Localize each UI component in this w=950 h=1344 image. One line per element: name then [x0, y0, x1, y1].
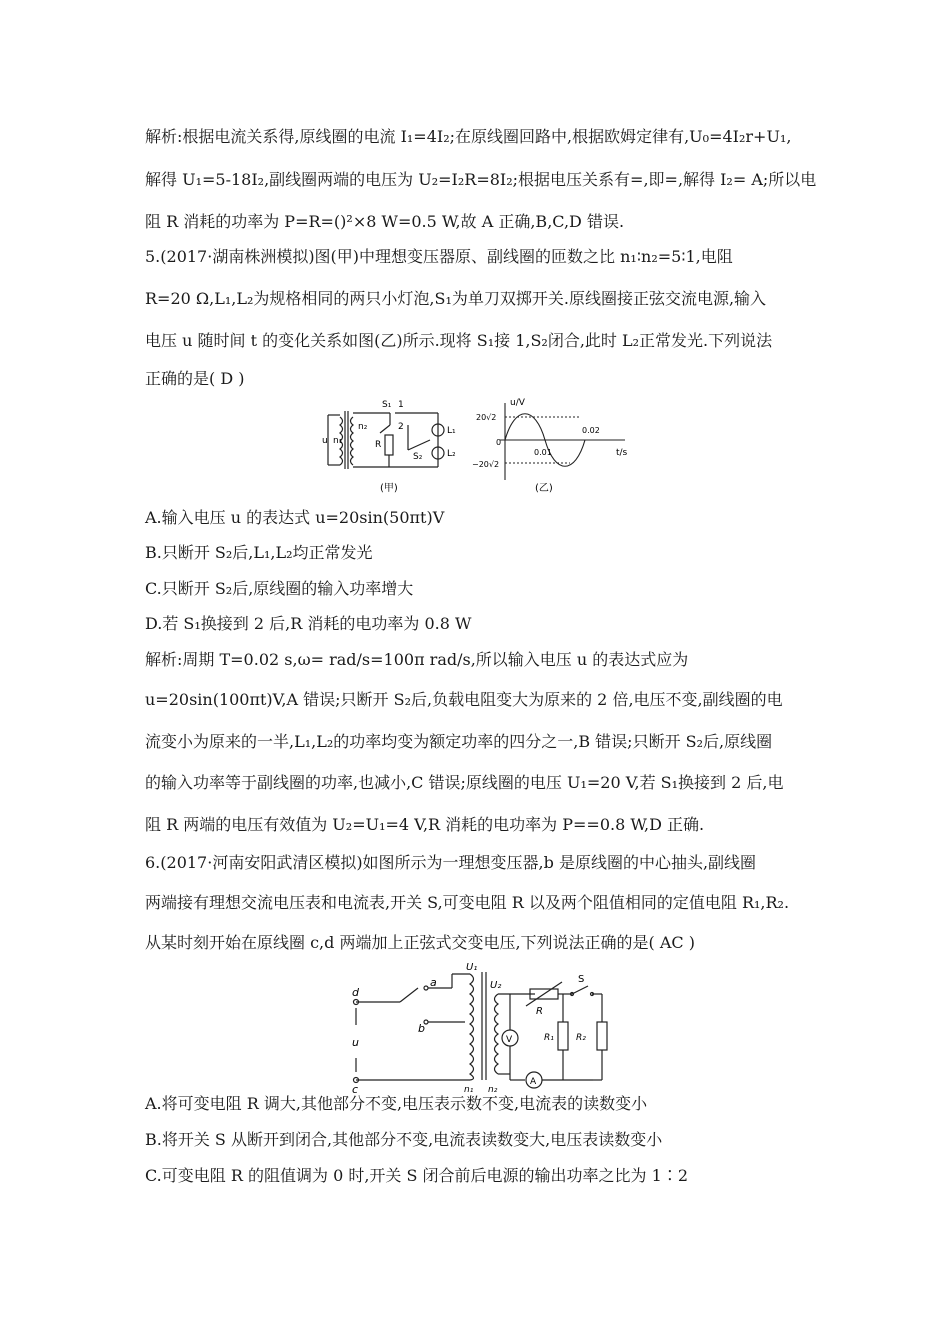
q6-option-c: C.可变电阻 R 的阻值调为 0 时,开关 S 闭合前后电源的输出功率之比为 1∶2: [145, 1166, 688, 1185]
label-R2: R₂: [576, 1033, 586, 1043]
label-R-var: R: [536, 1006, 543, 1017]
label-n1-b: n₁: [464, 1085, 474, 1095]
q5-option-d: D.若 S₁换接到 2 后,R 消耗的电功率为 0.8 W: [145, 614, 472, 633]
q6-option-a: A.将可变电阻 R 调大,其他部分不变,电压表示数不变,电流表的读数变小: [145, 1094, 648, 1113]
analysis4-line3: 阻 R 消耗的功率为 P=R=()²×8 W=0.5 W,故 A 正确,B,C,D 错误.: [145, 212, 625, 231]
label-1: 1: [398, 400, 404, 410]
label-u-b: u: [352, 1036, 359, 1049]
q6-stem-line3: 从某时刻开始在原线圈 c,d 两端加上正弦式交变电压,下列说法正确的是( AC ): [145, 933, 696, 952]
q5-analysis-line3: 流变小为原来的一半,L₁,L₂的功率均变为额定功率的四分之一,B 错误;只断开 S₂后,原线圈: [145, 732, 773, 751]
q5-stem-line3: 电压 u 随时间 t 的变化关系如图(乙)所示.现将 S₁接 1,S₂闭合,此时 L₂正常发光.下列说法: [145, 331, 773, 350]
label-S1: S₁: [382, 400, 392, 410]
label-t2: 0.02: [582, 426, 600, 435]
label-U2: U₂: [490, 980, 502, 991]
ammeter-symbol: A: [530, 1077, 537, 1087]
q5-analysis-line1: 解析:周期 T=0.02 s,ω= rad/s=100π rad/s,所以输入电压 u 的表达式应为: [145, 650, 689, 669]
q6-stem-line1: 6.(2017·河南安阳武清区模拟)如图所示为一理想变压器,b 是原线圈的中心抽头,副线圈: [145, 853, 757, 872]
label-S2: S₂: [413, 452, 423, 462]
label-c: c: [352, 1083, 359, 1095]
label-u-a: u: [322, 436, 328, 446]
label-t1: 0.01: [534, 448, 552, 457]
q5-stem-line4: 正确的是( D ): [145, 369, 245, 388]
q6-stem-line2: 两端接有理想交流电压表和电流表,开关 S,可变电阻 R 以及两个阻值相同的定值电阻 R₁,R₂.: [145, 893, 790, 912]
label-ytop: 20√2: [476, 413, 497, 422]
label-n2-b: n₂: [488, 1085, 498, 1095]
label-R1: R₁: [544, 1033, 554, 1043]
q5-analysis-line4: 的输入功率等于副线圈的功率,也减小,C 错误;原线圈的电压 U₁=20 V,若 S₁换接到 2 后,电: [145, 773, 784, 792]
label-x-axis: t/s: [616, 448, 628, 458]
label-y-axis: u/V: [510, 398, 525, 408]
label-d: d: [352, 986, 359, 999]
q5-option-b: B.只断开 S₂后,L₁,L₂均正常发光: [145, 543, 373, 562]
label-ybot: −20√2: [472, 460, 500, 469]
q5-option-c: C.只断开 S₂后,原线圈的输入功率增大: [145, 579, 414, 598]
label-zero: 0: [496, 438, 502, 447]
label-2: 2: [398, 422, 404, 432]
q6-option-b: B.将开关 S 从断开到闭合,其他部分不变,电流表读数变大,电压表读数变小: [145, 1130, 663, 1149]
caption-jia: (甲): [380, 483, 398, 494]
q5-analysis-line2: u=20sin(100πt)V,A 错误;只断开 S₂后,负载电阻变大为原来的 2 倍,电压不变,副线圈的电: [145, 690, 783, 709]
caption-yi: (乙): [535, 483, 553, 494]
q5-figure: [320, 395, 640, 495]
label-a: a: [430, 976, 437, 989]
q5-stem-line1: 5.(2017·湖南株洲模拟)图(甲)中理想变压器原、副线圈的匝数之比 n₁∶n₂=5∶1,电阻: [145, 247, 733, 266]
q5-analysis-line5: 阻 R 两端的电压有效值为 U₂=U₁=4 V,R 消耗的电功率为 P==0.8 W,D 正确.: [145, 815, 705, 834]
analysis4-line1: 解析:根据电流关系得,原线圈的电流 I₁=4I₂;在原线圈回路中,根据欧姆定律有,U₀=4I₂r+U₁,: [145, 127, 792, 146]
label-U1: U₁: [466, 962, 478, 973]
q5-option-a: A.输入电压 u 的表达式 u=20sin(50πt)V: [145, 508, 445, 527]
label-n1: n₁: [333, 436, 343, 446]
label-L2: L₂: [447, 449, 456, 459]
label-n2: n₂: [358, 422, 368, 432]
q6-figure: [340, 960, 615, 1095]
label-b: b: [418, 1022, 425, 1035]
q5-stem-line2: R=20 Ω,L₁,L₂为规格相同的两只小灯泡,S₁为单刀双掷开关.原线圈接正弦交流电源,输入: [145, 289, 767, 308]
voltmeter-symbol: V: [506, 1035, 513, 1045]
analysis4-line2: 解得 U₁=5-18I₂,副线圈两端的电压为 U₂=I₂R=8I₂;根据电压关系有=,即=,解得 I₂= A;所以电: [145, 170, 817, 189]
label-S: S: [578, 974, 585, 985]
label-L1: L₁: [447, 426, 456, 436]
label-R: R: [375, 440, 382, 450]
